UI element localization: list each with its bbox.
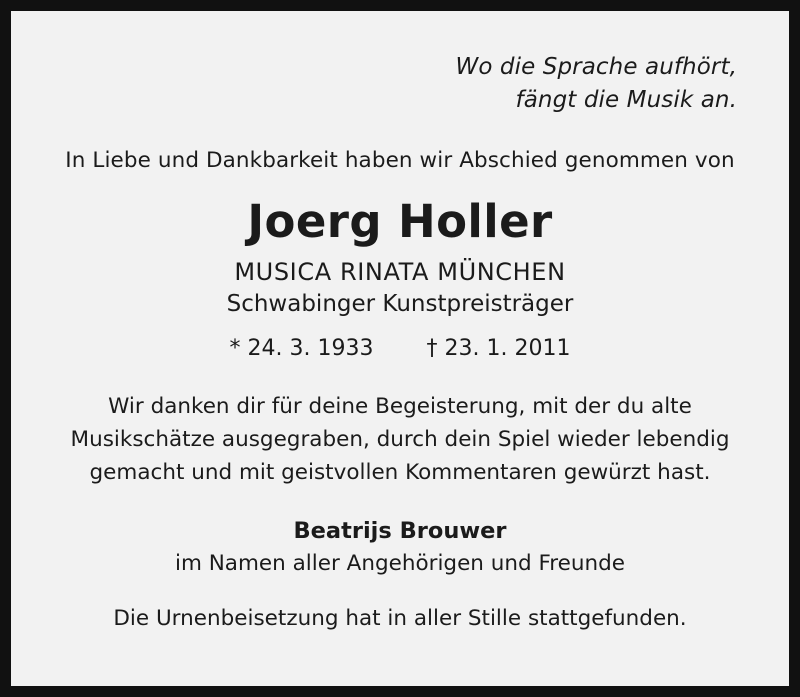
tribute-line-3: gemacht und mit geistvollen Kommentaren gewürzt hast. <box>89 459 711 485</box>
tribute-text <box>63 391 737 489</box>
life-dates <box>63 336 737 361</box>
birth-date: * 24. 3. 1933 <box>229 336 374 362</box>
affiliation: MUSICA RINATA MÜNCHEN <box>234 258 566 287</box>
deceased-name: Joerg Holler <box>247 195 553 249</box>
death-date: † 23. 1. 2011 <box>426 336 571 362</box>
epigraph <box>63 51 737 116</box>
honor-title: Schwabinger Kunstpreisträger <box>226 291 574 318</box>
epigraph-line-2: fängt die Musik an. <box>515 86 737 113</box>
tribute-line-2: Musikschätze ausgegraben, durch dein Spiel wieder lebendig <box>70 426 730 452</box>
tribute-line-1: Wir danken dir für deine Begeisterung, mit der du alte <box>108 394 692 420</box>
mourner-subtitle: im Namen aller Angehörigen und Freunde <box>174 551 626 577</box>
epigraph-line-1: Wo die Sprache aufhört, <box>455 54 737 80</box>
mourner-name: Beatrijs Brouwer <box>293 518 507 545</box>
intro-text: In Liebe und Dankbarkeit haben wir Abschied genommen von <box>65 148 735 174</box>
closing-text: Die Urnenbeisetzung hat in aller Stille stattgefunden. <box>113 606 687 632</box>
